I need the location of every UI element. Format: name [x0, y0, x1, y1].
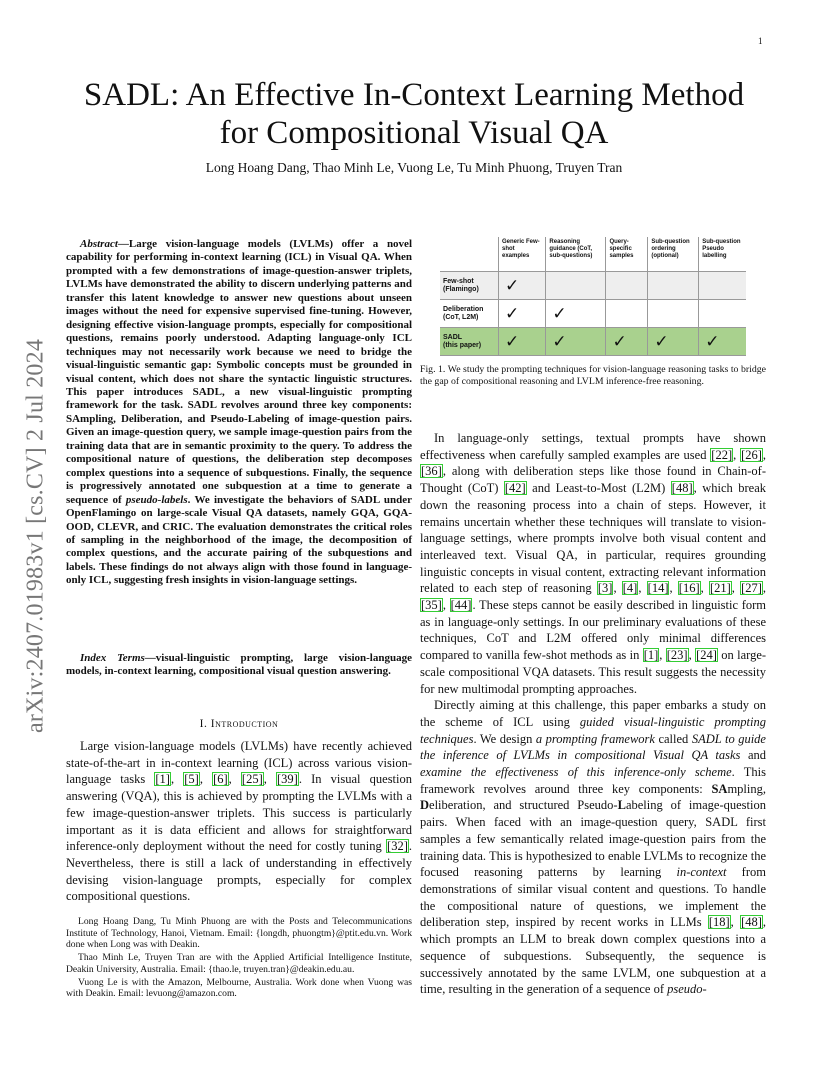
- citation-link[interactable]: [42]: [504, 481, 526, 496]
- empty-cell: [606, 300, 648, 328]
- citation-link[interactable]: [3]: [597, 581, 613, 596]
- check-mark-icon: ✓: [499, 300, 546, 328]
- citation-link[interactable]: [23]: [666, 648, 688, 663]
- citation-link[interactable]: [14]: [647, 581, 669, 596]
- abstract-text-2: . We investigate the behaviors of SADL under OpenFlamingo on large-scale Visual QA datasets, namely GQA, GQA-OOD, CLEVR, and CRIC. The evaluation demonstrates the critical roles of sampling in the neighborhood of the image, the decomposition of complex questions, and the accurate pairing of the subquestions and labels. These findings do not always align with those found in language-only ICL, suggesting fresh insights in vision-language settings.: [66, 493, 413, 587]
- empty-cell: [699, 300, 746, 328]
- row-label: Few-shot (Flamingo): [440, 272, 499, 300]
- check-mark-icon: ✓: [699, 328, 746, 356]
- table-row: [440, 300, 746, 328]
- column-header: Sub-question ordering (optional): [648, 237, 699, 272]
- index-terms-label: Index Terms: [80, 652, 145, 664]
- table-row-highlighted: [440, 328, 746, 356]
- citation-link[interactable]: [26]: [741, 447, 762, 462]
- abstract-label: Abstract: [80, 238, 118, 250]
- arxiv-identifier: arXiv:2407.01983v1 [cs.CV] 2 Jul 2024: [22, 338, 49, 734]
- figure-1-caption: Fig. 1. We study the prompting techniques for vision-language reasoning tasks to bridge the gap of compositional reasoning and LVLM inference-free reasoning.: [420, 364, 766, 387]
- empty-cell: [648, 272, 699, 300]
- abstract: [66, 238, 412, 588]
- citation-link[interactable]: [21]: [709, 581, 731, 596]
- footnote: Long Hoang Dang, Tu Minh Phuong are with the Posts and Telecommunications Institute of Technology, Hanoi, Vietnam. Email: {longdh, phuongtm}@ptit.edu.vn. Work done when Long was with Deakin.: [66, 916, 412, 951]
- right-column-body: [420, 430, 766, 998]
- table-row: [440, 272, 746, 300]
- check-mark-icon: ✓: [546, 300, 606, 328]
- empty-cell: [546, 272, 606, 300]
- empty-cell: [606, 272, 648, 300]
- arxiv-sidebar-stamp: [18, 316, 54, 756]
- citation-link[interactable]: [32]: [387, 839, 408, 854]
- empty-cell: [699, 272, 746, 300]
- citation-link[interactable]: [35]: [421, 598, 442, 613]
- citation-link[interactable]: [1]: [643, 648, 659, 663]
- citation-link[interactable]: [16]: [678, 581, 700, 596]
- figure-1-comparison-table: [440, 237, 746, 356]
- citation-link[interactable]: [5]: [184, 772, 199, 787]
- citation-link[interactable]: [4]: [622, 581, 638, 596]
- citation-link[interactable]: [22]: [711, 447, 733, 462]
- index-terms: [66, 652, 412, 679]
- author-list: Long Hoang Dang, Thao Minh Le, Vuong Le, Tu Minh Phuong, Truyen Tran: [205, 160, 623, 175]
- citation-link[interactable]: [1]: [155, 772, 170, 787]
- empty-cell: [648, 300, 699, 328]
- column-header: Reasoning guidance (CoT, sub-questions): [546, 237, 606, 272]
- citation-link[interactable]: [44]: [450, 598, 472, 613]
- body-paragraph: In language-only settings, textual prompts have shown effectiveness when carefully sampled examples are used [22], [26], [36], along with deliberation steps like those found in Chain-of-Thought (CoT) [42] and Least-to-Most (L2M) [48], which break down the reasoning process into a chain of steps. However, it remains uncertain whether these techniques will translate to vision-language settings, where prompts involve both visual content and interleaved text. Visual QA, in particular, requires grounding linguistic concepts in visual content, extracting relevant information related to each step of reasoning [3], [4], [14], [16], [21], [27], [35], [44]. These steps cannot be easily described in linguistic form as in language-only settings. In our preliminary evaluations of these techniques, CoT and L2M offered only minimal differences compared to vanilla few-shot methods as in [1], [23], [24] on large-scale compositional VQA datasets. This result suggests the necessity for new multimodal prompting approaches.: [420, 431, 767, 696]
- citation-link[interactable]: [48]: [671, 481, 693, 496]
- title-line-2: for Compositional Visual QA: [219, 115, 609, 151]
- check-mark-icon: ✓: [499, 328, 546, 356]
- body-paragraph: Directly aiming at this challenge, this paper embarks a study on the scheme of ICL using guided visual-linguistic prompting techniques. We design a prompting framework called SADL to guide the inference of LVLMs in compositional Visual QA tasks and examine the effectiveness of this inference-only scheme. This framework revolves around three key components: SAmpling, Deliberation, and structured Pseudo-Labeling of image-question pairs. When faced with an image-question query, SADL first samples a few semantically related image-question pairs from the training data. This is hypothesized to enable LVLMs to recognize the focused reasoning patterns by learning in-context from demonstrations of similar visual content and questions. To handle the compositional nature of questions, we implement the deliberation step, inspired by recent works in LLMs [18], [48], which prompts an LLM to break down complex questions into a sequence of subquestions. Subsequently, the sequence is successively annotated by the same LVLM, one subquestion at a time, resulting in the generation of a sequence of pseudo-: [420, 698, 767, 997]
- abstract-italic: pseudo-labels: [125, 493, 188, 506]
- check-mark-icon: ✓: [648, 328, 699, 356]
- citation-link[interactable]: [36]: [421, 464, 442, 479]
- author-footnotes: [66, 916, 412, 1001]
- column-header: Sub-question Pseudo labelling: [699, 237, 746, 272]
- citation-link[interactable]: [39]: [277, 772, 298, 787]
- check-mark-icon: ✓: [606, 328, 648, 356]
- citation-link[interactable]: [25]: [241, 772, 263, 787]
- page-number: 1: [758, 36, 763, 46]
- footnote: Thao Minh Le, Truyen Tran are with the Applied Artificial Intelligence Institute, Deakin University, Australia. Email: {thao.le, truyen.tran}@deakin.edu.au.: [66, 952, 412, 975]
- citation-link[interactable]: [6]: [213, 772, 228, 787]
- citation-link[interactable]: [27]: [741, 581, 762, 596]
- paper-title: [60, 76, 768, 152]
- citation-link[interactable]: [48]: [741, 915, 762, 930]
- citation-link[interactable]: [18]: [708, 915, 730, 930]
- column-header: Generic Few-shot examples: [499, 237, 546, 272]
- title-line-1: SADL: An Effective In-Context Learning Method: [83, 77, 745, 113]
- check-mark-icon: ✓: [499, 272, 546, 300]
- index-terms-text: —visual-linguistic prompting, large vision-language models, in-context learning, compositional visual question answering.: [66, 652, 412, 678]
- abstract-text: —Large vision-language models (LVLMs) offer a novel capability for performing in-context learning (ICL) in Visual QA. When prompted with a few demonstrations of image-question-answer triplets, LVLMs have demonstrated the ability to discern underlying patterns and transfer this latent knowledge to answer new questions about unseen images without the need for expensive supervised fine-tuning. However, designing effective vision-language prompts, especially for compositional questions, remains poorly understood. Adapting language-only ICL techniques may not necessarily work because we need to bridge the visual-linguistic semantic gap: Symbolic concepts must be grounded in visual content, which does not share the syntactic linguistic structures. This paper introduces SADL, a new visual-linguistic prompting framework for the task. SADL revolves around three key components: SAmpling, Deliberation, and Pseudo-Labeling of image-question pairs. Given an image-question query, we sample image-question pairs from the training data that are in semantic proximity to the query. To address the compositional nature of questions, the deliberation step decomposes complex questions into a sequence of subquestions. Finally, the sequence is progressively annotated one subquestion at a time to generate a sequence of: [66, 238, 412, 506]
- section-heading-introduction: I. Introduction: [199, 718, 279, 730]
- check-mark-icon: ✓: [546, 328, 606, 356]
- footnote: Vuong Le is with the Amazon, Melbourne, Australia. Work done when Vuong was with Deakin. Email: levuong@amazon.com.: [66, 976, 412, 1000]
- row-label: Deliberation (CoT, L2M): [440, 300, 499, 328]
- citation-link[interactable]: [24]: [696, 648, 717, 663]
- column-header: Query-specific samples: [606, 237, 648, 272]
- introduction-paragraph: Large vision-language models (LVLMs) have recently achieved state-of-the-art in in-context learning (ICL) across various vision-language tasks [1], [5], [6], [25], [39]. In visual question answering (VQA), this is achieved by prompting the LVLMs with a few image-question-answer triplets. This success is particularly important as it is data efficient and allows for straightforward inference-only deployment without the need for costly tuning [32]. Nevertheless, there is still a lack of understanding in effectively devising vision-language prompts, especially for complex compositional questions.: [66, 739, 413, 904]
- row-label: SADL (this paper): [440, 328, 499, 356]
- table-corner: [440, 237, 499, 272]
